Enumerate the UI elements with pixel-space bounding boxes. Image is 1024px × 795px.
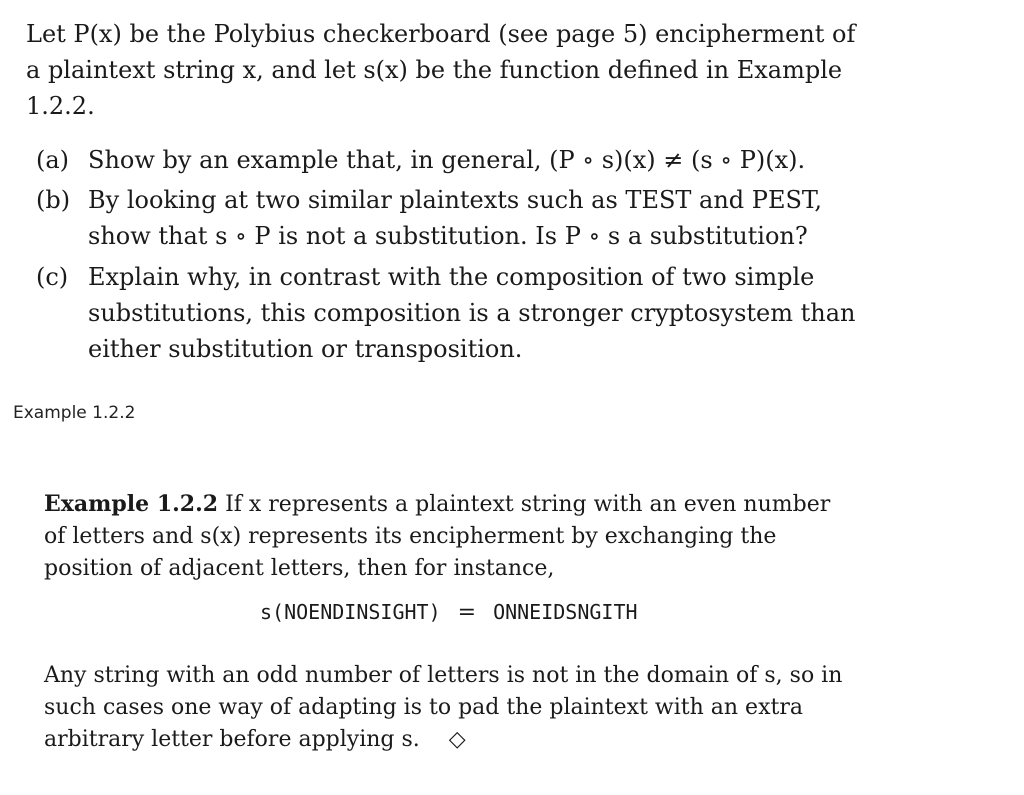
- part-label: (a): [36, 146, 70, 174]
- example-closing: [44, 660, 852, 756]
- part-text: By looking at two similar plaintexts such as TEST and PEST, show that s ∘ P is not a substitution. Is P ∘ s a substitution?: [88, 186, 823, 250]
- exercise-part-b: [36, 182, 856, 254]
- exercise-part-a: [36, 142, 856, 178]
- part-text: Explain why, in contrast with the composition of two simple substitutions, this composition is a stronger cryptosystem than either substitution or transposition.: [88, 263, 856, 363]
- part-label: (b): [36, 186, 71, 214]
- equation-rhs: ONNEIDSNGITH: [493, 600, 638, 624]
- end-mark-icon: ◇: [448, 727, 466, 752]
- part-label: (c): [36, 263, 69, 291]
- equation-lhs: s(NOENDINSIGHT): [260, 600, 441, 624]
- example-text: If x represents a plaintext string with an even number of letters and s(x) represents its encipherment by exchanging the position of adjacent letters, then for instance,: [44, 492, 831, 581]
- example-display-equation: [260, 600, 638, 625]
- exercise-part-c: [36, 259, 856, 367]
- example-caption: Example 1.2.2: [13, 403, 136, 423]
- example-paragraph: [44, 488, 852, 585]
- closing-text: Any string with an odd number of letters is not in the domain of s, so in such cases one way of adapting is to pad the plaintext with an extra arbitrary letter before applying s.: [44, 663, 843, 752]
- example-heading: Example 1.2.2: [44, 491, 219, 517]
- equation-equals: =: [457, 600, 477, 625]
- exercise-intro: Let P(x) be the Polybius checkerboard (see page 5) encipherment of a plaintext string x, and let s(x) be the function defined in Example 1.2.2.: [26, 20, 856, 120]
- part-text: Show by an example that, in general, (P ∘ s)(x) ≠ (s ∘ P)(x).: [88, 146, 806, 174]
